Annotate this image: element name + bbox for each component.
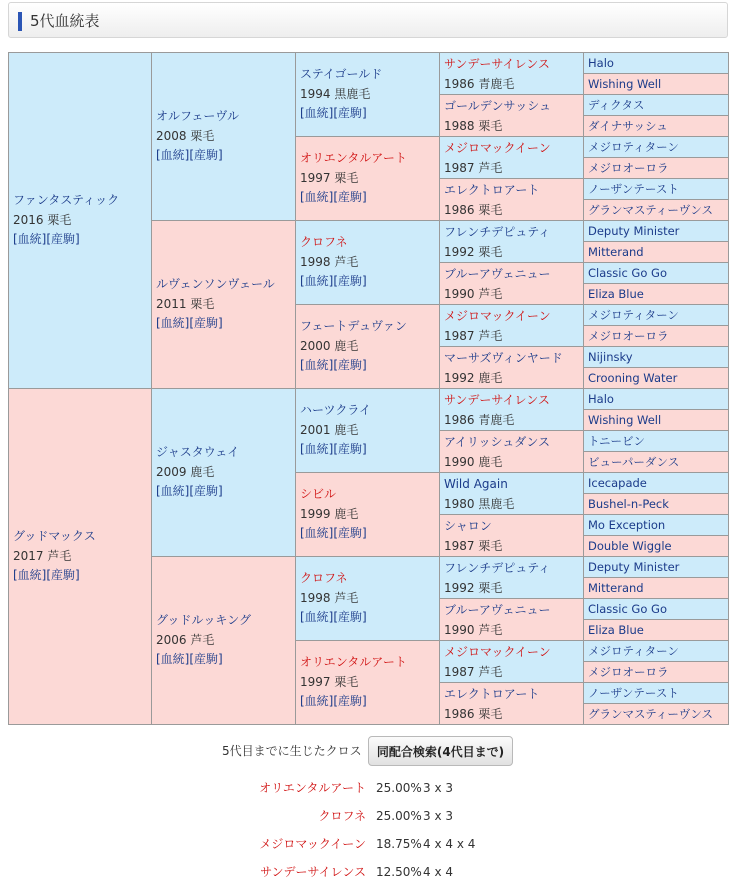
horse-name-link[interactable]: ゴールデンサッシュ bbox=[444, 98, 552, 113]
cross-horse-name[interactable]: メジロマックイーン bbox=[259, 837, 366, 851]
pedigree-cell-gen4 bbox=[440, 137, 584, 179]
horse-coat: 黒鹿毛 bbox=[478, 496, 515, 511]
header-accent-bar bbox=[18, 12, 22, 31]
horse-name-line bbox=[156, 611, 295, 631]
horse-coat: 芦毛 bbox=[478, 286, 503, 301]
pedigree-cell-gen4 bbox=[440, 347, 584, 389]
horse-meta bbox=[300, 337, 439, 357]
pedigree-cell-gen2 bbox=[152, 53, 296, 221]
horse-name-link[interactable]: Icecapade bbox=[588, 475, 647, 490]
horse-name-link[interactable]: Crooning Water bbox=[588, 370, 678, 385]
pedigree-cell-gen1 bbox=[9, 53, 152, 389]
horse-name-line bbox=[300, 401, 439, 421]
cross-row bbox=[220, 804, 520, 828]
horse-name-line bbox=[444, 684, 583, 704]
pedigree-cell-gen3 bbox=[296, 389, 440, 473]
pedigree-cell-gen5 bbox=[584, 347, 729, 368]
pedigree-progeny-links[interactable]: [血統][産駒] bbox=[300, 442, 367, 457]
horse-name-link[interactable]: Double Wiggle bbox=[588, 538, 672, 553]
pedigree-cell-gen4 bbox=[440, 473, 584, 515]
horse-name-link[interactable]: フェートデュヴァン bbox=[300, 319, 407, 334]
horse-name-line bbox=[444, 264, 583, 284]
horse-year: 1994 bbox=[300, 86, 331, 101]
pedigree-cell-gen4 bbox=[440, 557, 584, 599]
horse-meta bbox=[444, 116, 583, 136]
horse-name-link[interactable]: メジロティターン bbox=[588, 643, 679, 658]
pedigree-cell-gen5 bbox=[584, 389, 729, 410]
horse-name-link[interactable]: オリエンタルアート bbox=[300, 151, 407, 166]
horse-meta bbox=[300, 505, 439, 525]
pedigree-cell-gen4 bbox=[440, 53, 584, 95]
pedigree-cell-gen5 bbox=[584, 158, 729, 179]
pedigree-progeny-links[interactable]: [血統][産駒] bbox=[300, 274, 367, 289]
pedigree-cell-gen5 bbox=[584, 326, 729, 347]
pedigree-cell-gen5 bbox=[584, 599, 729, 620]
horse-coat: 栗毛 bbox=[478, 580, 503, 595]
horse-year: 1980 bbox=[444, 496, 475, 511]
horse-name-line bbox=[444, 516, 583, 536]
horse-coat: 青鹿毛 bbox=[478, 76, 515, 91]
cross-generations: 3 x 3 bbox=[423, 809, 453, 823]
horse-name-link[interactable]: メジロティターン bbox=[588, 307, 679, 322]
horse-coat: 栗毛 bbox=[478, 244, 503, 259]
horse-name-line bbox=[444, 642, 583, 662]
horse-year: 1997 bbox=[300, 674, 331, 689]
horse-name-link[interactable]: ディクタス bbox=[588, 97, 645, 112]
horse-name-line bbox=[444, 474, 583, 494]
horse-meta bbox=[300, 589, 439, 609]
horse-name-link[interactable]: クロフネ bbox=[300, 235, 348, 250]
horse-name-line bbox=[300, 569, 439, 589]
horse-name-line bbox=[444, 222, 583, 242]
horse-name-link[interactable]: Classic Go Go bbox=[588, 601, 667, 616]
horse-name-link[interactable]: ビューパーダンス bbox=[588, 454, 680, 469]
pedigree-cell-gen5 bbox=[584, 95, 729, 116]
pedigree-cell-gen3 bbox=[296, 53, 440, 137]
horse-meta bbox=[444, 704, 583, 724]
horse-year: 2011 bbox=[156, 296, 187, 311]
horse-coat: 芦毛 bbox=[478, 160, 503, 175]
horse-meta bbox=[444, 452, 583, 472]
pedigree-cell-gen5 bbox=[584, 557, 729, 578]
horse-name-link[interactable]: ノーザンテースト bbox=[588, 181, 679, 196]
pedigree-cell-gen5 bbox=[584, 704, 729, 725]
pedigree-cell-gen4 bbox=[440, 599, 584, 641]
cross-row bbox=[220, 776, 520, 800]
horse-year: 1992 bbox=[444, 370, 475, 385]
horse-year: 2006 bbox=[156, 632, 187, 647]
horse-coat: 栗毛 bbox=[190, 128, 215, 143]
horse-name-link[interactable]: ステイゴールド bbox=[300, 67, 383, 82]
cross-percentage: 25.00% bbox=[376, 809, 422, 823]
pedigree-cell-gen3 bbox=[296, 305, 440, 389]
horse-coat: 青鹿毛 bbox=[478, 412, 515, 427]
horse-meta bbox=[13, 547, 151, 567]
horse-name-link[interactable]: メジロオーロラ bbox=[588, 328, 669, 343]
pedigree-cell-gen4 bbox=[440, 263, 584, 305]
horse-coat: 栗毛 bbox=[478, 118, 503, 133]
pedigree-progeny-links[interactable]: [血統][産駒] bbox=[156, 484, 223, 499]
horse-year: 1992 bbox=[444, 244, 475, 259]
page-title: 5代血統表 bbox=[30, 12, 100, 30]
horse-name-line bbox=[156, 107, 295, 127]
pedigree-cell-gen4 bbox=[440, 305, 584, 347]
horse-name-link[interactable]: Mitterand bbox=[588, 244, 644, 259]
horse-year: 1987 bbox=[444, 538, 475, 553]
horse-name-link[interactable]: シャロン bbox=[444, 518, 492, 533]
pedigree-cell-gen5 bbox=[584, 200, 729, 221]
pedigree-cell-gen2 bbox=[152, 557, 296, 725]
horse-year: 1986 bbox=[444, 412, 475, 427]
horse-name-line bbox=[444, 390, 583, 410]
horse-name-line bbox=[300, 653, 439, 673]
horse-coat: 鹿毛 bbox=[334, 422, 359, 437]
horse-year: 1987 bbox=[444, 328, 475, 343]
horse-meta bbox=[156, 463, 295, 483]
horse-name-line bbox=[444, 180, 583, 200]
horse-coat: 黒鹿毛 bbox=[334, 86, 371, 101]
horse-name-line bbox=[300, 233, 439, 253]
pedigree-cell-gen3 bbox=[296, 641, 440, 725]
cross-generations: 4 x 4 x 4 bbox=[423, 837, 476, 851]
pedigree-cell-gen1 bbox=[9, 389, 152, 725]
pedigree-cell-gen5 bbox=[584, 641, 729, 662]
pedigree-progeny-links[interactable]: [血統][産駒] bbox=[300, 526, 367, 541]
horse-name-link[interactable]: Classic Go Go bbox=[588, 265, 667, 280]
pedigree-cell-gen4 bbox=[440, 641, 584, 683]
horse-meta bbox=[444, 368, 583, 388]
horse-name-link[interactable]: オルフェーヴル bbox=[156, 109, 240, 124]
horse-year: 1999 bbox=[300, 506, 331, 521]
pedigree-cell-gen5 bbox=[584, 284, 729, 305]
horse-name-link[interactable]: メジロマックイーン bbox=[444, 140, 551, 155]
pedigree-cell-gen4 bbox=[440, 683, 584, 725]
pedigree-cell-gen5 bbox=[584, 578, 729, 599]
horse-meta bbox=[300, 673, 439, 693]
horse-coat: 芦毛 bbox=[478, 622, 503, 637]
pedigree-progeny-links[interactable]: [血統][産駒] bbox=[300, 358, 367, 373]
horse-meta bbox=[444, 494, 583, 514]
horse-year: 1988 bbox=[444, 118, 475, 133]
pedigree-row bbox=[9, 389, 729, 410]
horse-name-line bbox=[444, 138, 583, 158]
cross-row bbox=[220, 832, 520, 856]
horse-name-link[interactable]: Eliza Blue bbox=[588, 286, 644, 301]
horse-meta bbox=[156, 127, 295, 147]
pedigree-cell-gen4 bbox=[440, 95, 584, 137]
cross-percentage: 25.00% bbox=[376, 781, 422, 795]
horse-meta bbox=[444, 326, 583, 346]
pedigree-cell-gen3 bbox=[296, 473, 440, 557]
horse-name-link[interactable]: ジャスタウェイ bbox=[156, 445, 240, 460]
horse-name-line bbox=[444, 600, 583, 620]
horse-name-link[interactable]: Deputy Minister bbox=[588, 223, 680, 238]
pedigree-cell-gen2 bbox=[152, 389, 296, 557]
horse-name-line bbox=[156, 443, 295, 463]
cross-row bbox=[220, 860, 520, 884]
horse-meta bbox=[444, 536, 583, 556]
horse-name-link[interactable]: グッドルッキング bbox=[156, 613, 252, 628]
horse-name-link[interactable]: マーサズヴィンヤード bbox=[444, 350, 563, 365]
horse-name-link[interactable]: メジロオーロラ bbox=[588, 664, 669, 679]
horse-name-link[interactable]: Eliza Blue bbox=[588, 622, 644, 637]
pedigree-cell-gen5 bbox=[584, 536, 729, 557]
pedigree-progeny-links[interactable]: [血統][産駒] bbox=[156, 316, 223, 331]
horse-name-link[interactable]: エレクトロアート bbox=[444, 182, 540, 197]
horse-name-line bbox=[156, 275, 295, 295]
section-header bbox=[8, 2, 728, 38]
horse-name-link[interactable]: オリエンタルアート bbox=[300, 655, 407, 670]
pedigree-cell-gen5 bbox=[584, 515, 729, 536]
horse-year: 2008 bbox=[156, 128, 187, 143]
horse-name-line bbox=[444, 432, 583, 452]
horse-name-link[interactable]: グランマスティーヴンス bbox=[588, 706, 714, 721]
horse-coat: 栗毛 bbox=[334, 674, 359, 689]
pedigree-cell-gen5 bbox=[584, 410, 729, 431]
horse-coat: 芦毛 bbox=[334, 590, 359, 605]
horse-name-link[interactable]: エレクトロアート bbox=[444, 686, 540, 701]
horse-name-link[interactable]: Nijinsky bbox=[588, 349, 633, 364]
horse-year: 2017 bbox=[13, 548, 44, 563]
horse-name-link[interactable]: Bushel-n-Peck bbox=[588, 496, 669, 511]
horse-name-link[interactable]: グランマスティーヴンス bbox=[588, 202, 714, 217]
pedigree-cell-gen5 bbox=[584, 221, 729, 242]
horse-year: 2016 bbox=[13, 212, 44, 227]
horse-name-link[interactable]: フレンチデピュティ bbox=[444, 560, 551, 575]
pedigree-cell-gen4 bbox=[440, 431, 584, 473]
pedigree-cell-gen5 bbox=[584, 137, 729, 158]
horse-coat: 芦毛 bbox=[478, 664, 503, 679]
horse-name-link[interactable]: Wild Again bbox=[444, 476, 508, 491]
horse-meta bbox=[444, 410, 583, 430]
horse-coat: 栗毛 bbox=[190, 296, 215, 311]
pedigree-cell-gen5 bbox=[584, 452, 729, 473]
horse-meta bbox=[13, 211, 151, 231]
pedigree-cell-gen4 bbox=[440, 179, 584, 221]
horse-coat: 鹿毛 bbox=[334, 506, 359, 521]
pedigree-progeny-links[interactable]: [血統][産駒] bbox=[156, 148, 223, 163]
pedigree-progeny-links[interactable]: [血統][産駒] bbox=[300, 610, 367, 625]
horse-name-link[interactable]: シビル bbox=[300, 487, 337, 502]
pedigree-cell-gen5 bbox=[584, 662, 729, 683]
pedigree-progeny-links[interactable]: [血統][産駒] bbox=[300, 190, 367, 205]
horse-name-link[interactable]: サンデーサイレンス bbox=[444, 56, 550, 71]
pedigree-table bbox=[8, 52, 729, 725]
pedigree-cell-gen2 bbox=[152, 221, 296, 389]
horse-year: 1998 bbox=[300, 590, 331, 605]
horse-name-link[interactable]: Wishing Well bbox=[588, 412, 662, 427]
horse-year: 1990 bbox=[444, 454, 475, 469]
pedigree-cell-gen5 bbox=[584, 74, 729, 95]
cross-generations: 4 x 4 bbox=[423, 865, 453, 879]
horse-year: 1986 bbox=[444, 706, 475, 721]
horse-name-link[interactable]: ブルーアヴェニュー bbox=[444, 602, 551, 617]
pedigree-cell-gen5 bbox=[584, 305, 729, 326]
horse-year: 1987 bbox=[444, 160, 475, 175]
horse-name-link[interactable]: Mitterand bbox=[588, 580, 644, 595]
cross-horse-name[interactable]: オリエンタルアート bbox=[259, 781, 366, 795]
horse-coat: 芦毛 bbox=[190, 632, 215, 647]
horse-name-link[interactable]: フレンチデピュティ bbox=[444, 224, 551, 239]
horse-coat: 鹿毛 bbox=[478, 370, 503, 385]
pedigree-cell-gen5 bbox=[584, 116, 729, 137]
pedigree-cell-gen5 bbox=[584, 242, 729, 263]
horse-year: 1992 bbox=[444, 580, 475, 595]
pedigree-cell-gen4 bbox=[440, 221, 584, 263]
horse-coat: 芦毛 bbox=[334, 254, 359, 269]
horse-name-link[interactable]: Halo bbox=[588, 55, 614, 70]
horse-name-line bbox=[444, 306, 583, 326]
horse-name-link[interactable]: メジロマックイーン bbox=[444, 308, 551, 323]
cross-horse-name[interactable]: サンデーサイレンス bbox=[260, 865, 366, 879]
horse-name-link[interactable]: ファンタスティック bbox=[13, 193, 120, 208]
horse-year: 1986 bbox=[444, 202, 475, 217]
horse-year: 1997 bbox=[300, 170, 331, 185]
pedigree-cell-gen5 bbox=[584, 263, 729, 284]
pedigree-cell-gen5 bbox=[584, 473, 729, 494]
horse-meta bbox=[300, 169, 439, 189]
cross-percentage: 18.75% bbox=[376, 837, 422, 851]
horse-name-link[interactable]: ダイナサッシュ bbox=[588, 118, 668, 133]
horse-name-link[interactable]: Deputy Minister bbox=[588, 559, 680, 574]
horse-name-line bbox=[13, 527, 151, 547]
horse-name-link[interactable]: ノーザンテースト bbox=[588, 685, 679, 700]
horse-meta bbox=[444, 200, 583, 220]
horse-name-line bbox=[300, 485, 439, 505]
horse-name-link[interactable]: ブルーアヴェニュー bbox=[444, 266, 551, 281]
horse-coat: 栗毛 bbox=[47, 212, 72, 227]
pedigree-cell-gen5 bbox=[584, 179, 729, 200]
horse-year: 1987 bbox=[444, 664, 475, 679]
horse-name-link[interactable]: Halo bbox=[588, 391, 614, 406]
horse-coat: 鹿毛 bbox=[334, 338, 359, 353]
horse-name-link[interactable]: アイリッシュダンス bbox=[444, 434, 550, 449]
horse-year: 1990 bbox=[444, 622, 475, 637]
horse-meta bbox=[444, 578, 583, 598]
pedigree-progeny-links[interactable]: [血統][産駒] bbox=[300, 106, 367, 121]
pedigree-cell-gen5 bbox=[584, 431, 729, 452]
same-mating-search-button[interactable]: 同配合検索(4代目まで) bbox=[368, 736, 513, 766]
pedigree-cell-gen3 bbox=[296, 557, 440, 641]
pedigree-progeny-links[interactable]: [血統][産駒] bbox=[13, 568, 80, 583]
pedigree-cell-gen5 bbox=[584, 494, 729, 515]
horse-coat: 鹿毛 bbox=[190, 464, 215, 479]
pedigree-cell-gen5 bbox=[584, 368, 729, 389]
horse-name-link[interactable]: メジロマックイーン bbox=[444, 644, 551, 659]
horse-year: 1990 bbox=[444, 286, 475, 301]
horse-meta bbox=[156, 295, 295, 315]
horse-name-link[interactable]: ルヴェンソンヴェール bbox=[156, 277, 275, 292]
horse-year: 2001 bbox=[300, 422, 331, 437]
horse-name-line bbox=[444, 348, 583, 368]
horse-name-link[interactable]: グッドマックス bbox=[13, 529, 96, 544]
horse-name-line bbox=[444, 558, 583, 578]
pedigree-cell-gen4 bbox=[440, 389, 584, 431]
horse-name-link[interactable]: クロフネ bbox=[300, 571, 348, 586]
pedigree-cell-gen3 bbox=[296, 137, 440, 221]
horse-name-link[interactable]: Mo Exception bbox=[588, 517, 666, 532]
pedigree-progeny-links[interactable]: [血統][産駒] bbox=[300, 694, 367, 709]
horse-meta bbox=[300, 253, 439, 273]
horse-coat: 栗毛 bbox=[478, 538, 503, 553]
horse-name-line bbox=[444, 54, 583, 74]
cross-generations: 3 x 3 bbox=[423, 781, 453, 795]
horse-name-line bbox=[300, 65, 439, 85]
horse-meta bbox=[444, 662, 583, 682]
horse-coat: 鹿毛 bbox=[478, 454, 503, 469]
pedigree-cell-gen5 bbox=[584, 620, 729, 641]
horse-meta bbox=[444, 242, 583, 262]
cross-label: 5代目までに生じたクロス bbox=[222, 744, 362, 758]
horse-coat: 栗毛 bbox=[334, 170, 359, 185]
horse-year: 1986 bbox=[444, 76, 475, 91]
horse-name-line bbox=[444, 96, 583, 116]
horse-coat: 芦毛 bbox=[478, 328, 503, 343]
pedigree-row bbox=[9, 53, 729, 74]
horse-meta bbox=[300, 85, 439, 105]
horse-coat: 栗毛 bbox=[478, 202, 503, 217]
horse-name-line bbox=[300, 149, 439, 169]
pedigree-cell-gen3 bbox=[296, 221, 440, 305]
pedigree-progeny-links[interactable]: [血統][産駒] bbox=[156, 652, 223, 667]
horse-name-link[interactable]: サンデーサイレンス bbox=[444, 392, 550, 407]
horse-name-link[interactable]: メジロオーロラ bbox=[588, 160, 669, 175]
horse-name-link[interactable]: Wishing Well bbox=[588, 76, 662, 91]
horse-meta bbox=[444, 620, 583, 640]
pedigree-cell-gen4 bbox=[440, 515, 584, 557]
cross-percentage: 12.50% bbox=[376, 865, 422, 879]
horse-meta bbox=[156, 631, 295, 651]
horse-name-link[interactable]: メジロティターン bbox=[588, 139, 679, 154]
horse-meta bbox=[444, 284, 583, 304]
horse-coat: 栗毛 bbox=[478, 706, 503, 721]
horse-meta bbox=[300, 421, 439, 441]
horse-name-line bbox=[300, 317, 439, 337]
horse-year: 1998 bbox=[300, 254, 331, 269]
horse-name-link[interactable]: ハーツクライ bbox=[300, 403, 372, 418]
pedigree-progeny-links[interactable]: [血統][産駒] bbox=[13, 232, 80, 247]
horse-name-link[interactable]: トニービン bbox=[588, 433, 646, 448]
horse-coat: 芦毛 bbox=[47, 548, 72, 563]
pedigree-cell-gen5 bbox=[584, 683, 729, 704]
horse-name-line bbox=[13, 191, 151, 211]
cross-horse-name[interactable]: クロフネ bbox=[318, 809, 366, 823]
horse-meta bbox=[444, 74, 583, 94]
horse-year: 2009 bbox=[156, 464, 187, 479]
horse-year: 2000 bbox=[300, 338, 331, 353]
horse-meta bbox=[444, 158, 583, 178]
pedigree-cell-gen5 bbox=[584, 53, 729, 74]
